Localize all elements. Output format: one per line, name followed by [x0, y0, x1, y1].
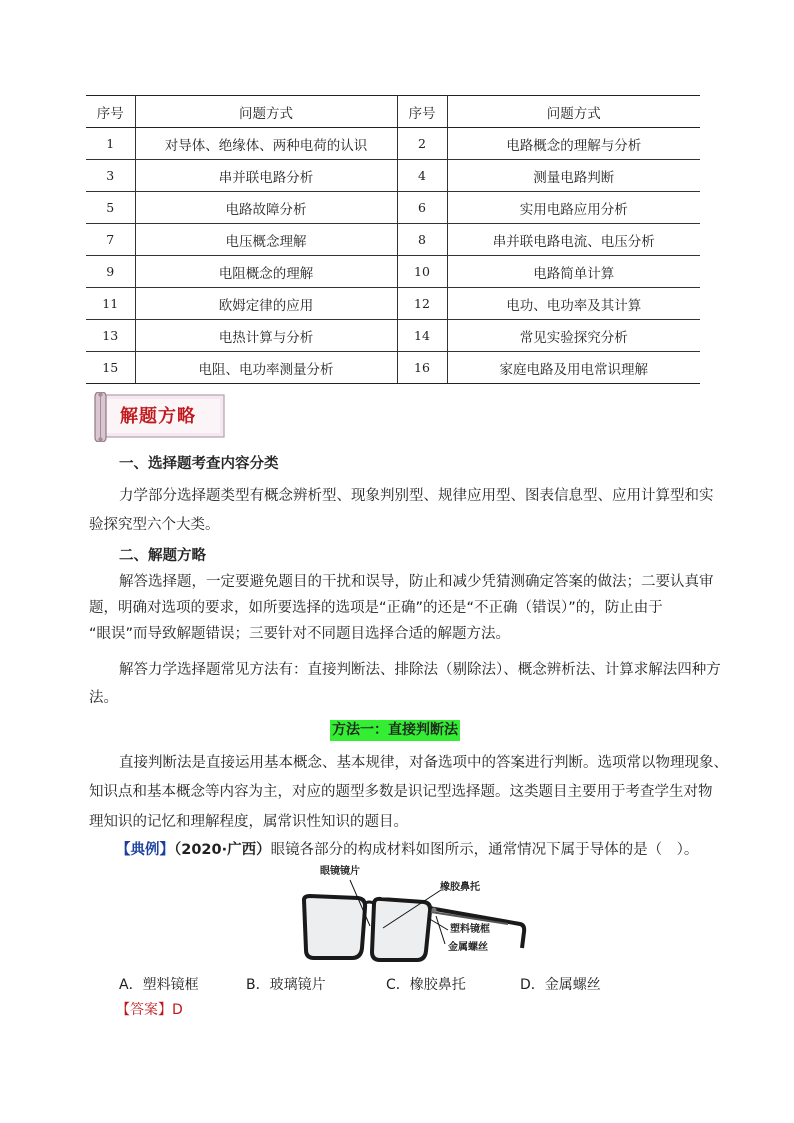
glasses-figure-icon: [298, 868, 528, 966]
example-question-text: 眼镜各部分的构成材料如图所示，通常情况下属于导体的是（ ）。: [270, 842, 699, 858]
cell-method: 常见实验探究分析: [447, 320, 700, 352]
option-a: A．塑料镜框: [119, 977, 199, 993]
section2-heading: 二、解题方略: [119, 548, 206, 564]
cell-index: 10: [397, 256, 447, 288]
cell-index: 1: [86, 128, 135, 160]
table-header-row: [86, 96, 700, 128]
method-title: 方法一：直接判断法: [330, 720, 460, 741]
banner-title: 解题方略: [120, 406, 196, 427]
cell-index: 7: [86, 224, 135, 256]
option-b: B．玻璃镜片: [246, 977, 326, 993]
cell-method: 对导体、绝缘体、两种电荷的认识: [135, 128, 397, 160]
method-para-line3: 理知识的记忆和理解程度，属常识性知识的题目。: [89, 814, 408, 830]
section1-para-line2: 验探究型六个大类。: [89, 517, 220, 533]
table-row: [86, 192, 700, 224]
cell-index: 2: [397, 128, 447, 160]
section2-para1-line1: 解答选择题，一定要避免题目的干扰和误导，防止和减少凭猜测确定答案的做法；二要认真审: [119, 574, 714, 590]
label-lens: 眼镜镜片: [320, 866, 360, 877]
cell-index: 16: [397, 352, 447, 384]
section1-para-line1: 力学部分选择题类型有概念辨析型、现象判别型、规律应用型、图表信息型、应用计算型和实: [119, 488, 714, 504]
cell-index: 11: [86, 288, 135, 320]
cell-method: 欧姆定律的应用: [135, 288, 397, 320]
option-c: C．橡胶鼻托: [386, 977, 466, 993]
cell-index: 15: [86, 352, 135, 384]
header-index-2: 序号: [397, 96, 447, 128]
example-tag: 【典例】: [116, 842, 174, 858]
cell-method: 电阻概念的理解: [135, 256, 397, 288]
cell-method: 串并联电路分析: [135, 160, 397, 192]
cell-index: 5: [86, 192, 135, 224]
example-question: [116, 840, 698, 860]
cell-method: 电路概念的理解与分析: [447, 128, 700, 160]
answer-value: D: [172, 1002, 183, 1018]
section2-para1-line3: “眼误”而导致解题错误；三要针对不同题目选择合适的解题方法。: [89, 626, 511, 642]
table-row: [86, 256, 700, 288]
cell-index: 6: [397, 192, 447, 224]
table-row: [86, 160, 700, 192]
cell-method: 实用电路应用分析: [447, 192, 700, 224]
table-row: [86, 320, 700, 352]
method-para-line2: 知识点和基本概念等内容为主，对应的题型多数是识记型选择题。这类题目主要用于考查学生对物: [89, 784, 713, 800]
option-d: D．金属螺丝: [520, 977, 601, 993]
cell-index: 4: [397, 160, 447, 192]
header-method-1: 问题方式: [135, 96, 397, 128]
cell-index: 12: [397, 288, 447, 320]
cell-index: 13: [86, 320, 135, 352]
cell-method: 电路简单计算: [447, 256, 700, 288]
cell-method: 测量电路判断: [447, 160, 700, 192]
table-row: [86, 224, 700, 256]
section2-para2-line2: 法。: [89, 690, 118, 706]
cell-method: 家庭电路及用电常识理解: [447, 352, 700, 384]
cell-method: 串并联电路电流、电压分析: [447, 224, 700, 256]
question-type-table: [86, 95, 700, 384]
cell-method: 电热计算与分析: [135, 320, 397, 352]
answer: [116, 1000, 183, 1020]
cell-method: 电压概念理解: [135, 224, 397, 256]
table-row: [86, 288, 700, 320]
cell-index: 3: [86, 160, 135, 192]
cell-method: 电阻、电功率测量分析: [135, 352, 397, 384]
label-frame: 塑料镜框: [450, 924, 490, 935]
table-row: [86, 352, 700, 384]
cell-index: 14: [397, 320, 447, 352]
label-nose-pad: 橡胶鼻托: [440, 882, 480, 893]
header-method-2: 问题方式: [447, 96, 700, 128]
cell-index: 8: [397, 224, 447, 256]
cell-index: 9: [86, 256, 135, 288]
method-para-line1: 直接判断法是直接运用基本概念、基本规律，对备选项中的答案进行判断。选项常以物理现象、: [119, 755, 728, 771]
answer-tag: 【答案】: [116, 1002, 172, 1018]
section1-heading: 一、选择题考查内容分类: [119, 456, 279, 472]
label-screw: 金属螺丝: [448, 942, 488, 953]
example-source: （2020·广西）: [174, 842, 271, 858]
table-row: [86, 128, 700, 160]
cell-method: 电功、电功率及其计算: [447, 288, 700, 320]
section2-para2-line1: 解答力学选择题常见方法有：直接判断法、排除法（剔除法）、概念辨析法、计算求解法四种方: [119, 662, 721, 678]
section2-para1-line2: 题，明确对选项的要求，如所要选择的选项是“正确”的还是“不正确（错误）”的，防止由于: [89, 600, 663, 616]
header-index-1: 序号: [86, 96, 135, 128]
cell-method: 电路故障分析: [135, 192, 397, 224]
